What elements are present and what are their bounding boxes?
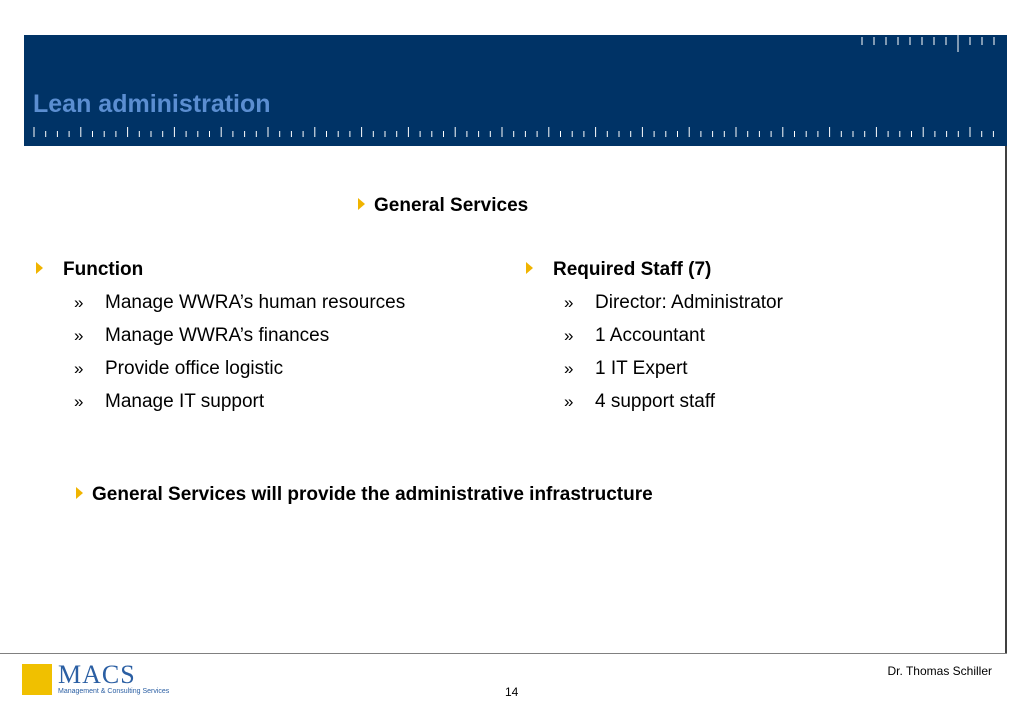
header-band bbox=[24, 35, 1007, 146]
function-list bbox=[36, 292, 405, 424]
function-column bbox=[36, 259, 405, 424]
list-item: » 1 Accountant bbox=[564, 325, 705, 346]
raquo-bullet-icon: » bbox=[74, 359, 84, 378]
staff-heading bbox=[526, 259, 783, 283]
author-name: Dr. Thomas Schiller bbox=[887, 664, 992, 678]
list-item: » 1 IT Expert bbox=[564, 358, 688, 379]
slide-title: Lean administration bbox=[33, 90, 271, 118]
logo: MACS bbox=[58, 660, 136, 689]
list-item: » 4 support staff bbox=[564, 391, 716, 412]
arrow-bullet-icon bbox=[36, 262, 43, 274]
ruler-ticks-top bbox=[860, 35, 1000, 53]
staff-heading-text: Required Staff (7) bbox=[553, 259, 712, 280]
arrow-bullet-icon bbox=[526, 262, 533, 274]
list-item: » Manage WWRA’s human resources bbox=[74, 292, 406, 313]
logo-square bbox=[22, 664, 52, 695]
raquo-bullet-icon: » bbox=[564, 293, 574, 312]
function-heading-text: Function bbox=[63, 259, 144, 280]
raquo-bullet-icon: » bbox=[564, 326, 574, 345]
raquo-bullet-icon: » bbox=[564, 392, 574, 411]
summary-text: General Services will provide the administrative infrastructure bbox=[92, 484, 653, 505]
logo-subtitle: Management & Consulting Services bbox=[58, 688, 170, 695]
footer-divider bbox=[0, 653, 1007, 654]
ruler-ticks-bottom bbox=[32, 123, 1007, 143]
summary-statement bbox=[76, 484, 653, 506]
raquo-bullet-icon: » bbox=[74, 293, 84, 312]
raquo-bullet-icon: » bbox=[564, 359, 574, 378]
arrow-bullet-icon bbox=[76, 487, 83, 499]
arrow-bullet-icon bbox=[358, 198, 365, 210]
list-item: » Director: Administrator bbox=[564, 292, 783, 313]
page-number: 14 bbox=[505, 685, 519, 699]
raquo-bullet-icon: » bbox=[74, 326, 84, 345]
section-heading bbox=[358, 195, 528, 217]
right-border bbox=[1005, 146, 1007, 654]
raquo-bullet-icon: » bbox=[74, 392, 84, 411]
section-heading-text: General Services bbox=[374, 195, 529, 216]
list-item: » Manage IT support bbox=[74, 391, 265, 412]
list-item: » Manage WWRA’s finances bbox=[74, 325, 330, 346]
staff-column bbox=[526, 259, 783, 424]
staff-list bbox=[526, 292, 783, 424]
list-item: » Provide office logistic bbox=[74, 358, 284, 379]
function-heading bbox=[36, 259, 405, 283]
